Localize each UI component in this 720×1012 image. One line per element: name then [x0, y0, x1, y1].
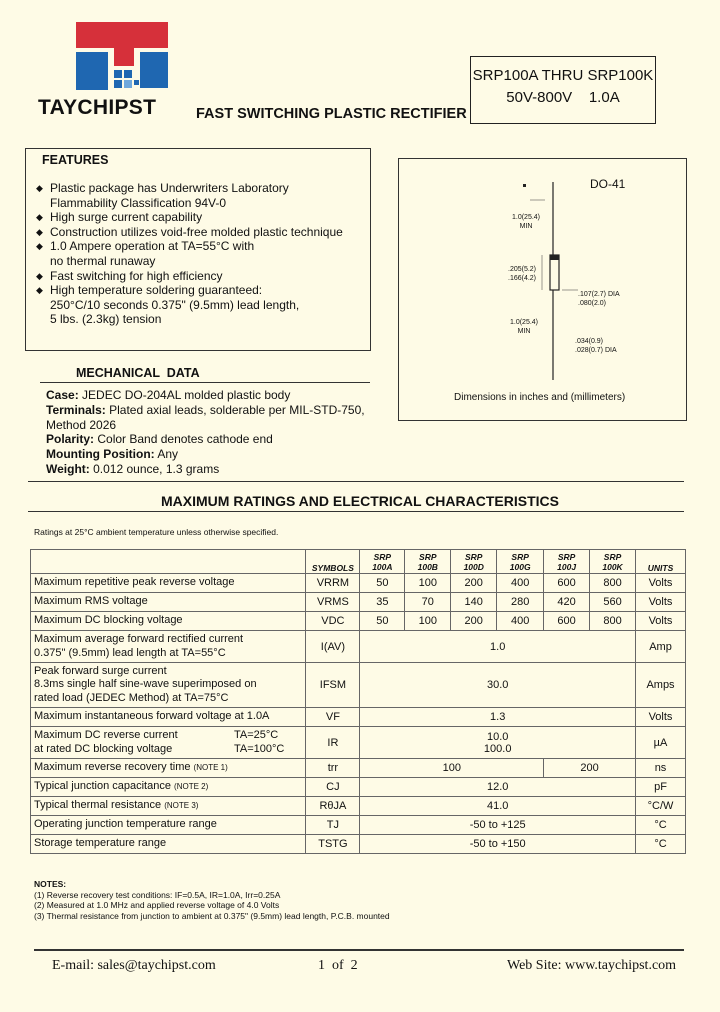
row-value: 600 — [544, 612, 590, 631]
mechanical-label: Case: — [46, 388, 79, 402]
header-part-code: 100J — [557, 561, 577, 572]
mechanical-line — [46, 432, 386, 447]
row-value: 400 — [497, 612, 544, 631]
row-value: 50 — [360, 574, 405, 593]
header-part — [451, 550, 497, 574]
row-desc — [31, 631, 306, 663]
row-condition: TA=100°C — [234, 742, 285, 755]
row-desc — [31, 778, 306, 797]
row-value: 30.0 — [360, 663, 636, 708]
row-value: 1.0 — [360, 631, 636, 663]
row-desc-text: Typical junction capacitance — [34, 780, 171, 793]
header-part-code: 100D — [463, 561, 484, 572]
header-part-series: SRP — [511, 551, 529, 562]
bullet-icon: ◆ — [36, 241, 43, 252]
row-desc-text: Typical thermal resistance — [34, 799, 162, 812]
row-note: (NOTE 1) — [193, 763, 228, 773]
feature-line: Plastic package has Underwriters Laboratory — [50, 181, 289, 195]
row-symbol: CJ — [306, 778, 360, 797]
feature-line: 1.0 Ampere operation at TA=55°C with — [50, 239, 255, 254]
row-value: 41.0 — [360, 797, 636, 816]
row-desc-line: Peak forward surge current — [34, 664, 167, 677]
row-desc: Maximum repetitive peak reverse voltage — [31, 574, 306, 593]
bullet-icon: ◆ — [36, 285, 43, 296]
row-value: 560 — [590, 593, 636, 612]
mechanical-label: Mounting Position: — [46, 447, 155, 462]
mechanical-line — [46, 418, 386, 433]
document-title: FAST SWITCHING PLASTIC RECTIFIER — [196, 106, 467, 122]
mechanical-line — [46, 403, 386, 418]
row-desc — [31, 759, 306, 778]
note-item: (3) Thermal resistance from junction to ambient at 0.375" (9.5mm) lead length, P.C.B. mounted — [34, 910, 390, 921]
row-unit: °C — [636, 835, 686, 854]
table-row — [31, 663, 686, 708]
table-row — [31, 816, 686, 835]
divider-bottom — [28, 511, 684, 512]
dim-body-dia-label: DIA — [607, 291, 620, 298]
row-value: 100 — [405, 574, 451, 593]
dim-body-2: .166(4.2) — [508, 275, 537, 282]
row-symbol: VRRM — [306, 574, 360, 593]
part-number-box — [470, 56, 656, 124]
row-desc — [31, 797, 306, 816]
header-part — [405, 550, 451, 574]
row-value: 200 — [544, 759, 636, 778]
divider-top — [28, 481, 684, 482]
row-symbol: TSTG — [306, 835, 360, 854]
mechanical-divider — [40, 382, 370, 383]
dim-lead-diameter — [575, 337, 617, 355]
row-symbol: VDC — [306, 612, 360, 631]
row-desc: Maximum RMS voltage — [31, 593, 306, 612]
voltage-current: 50V-800V 1.0A — [506, 89, 620, 106]
table-row — [31, 612, 686, 631]
diagram-caption: Dimensions in inches and (millimeters) — [454, 392, 626, 403]
dim-body-dia-2: .080(2.0) — [578, 300, 607, 307]
dim-lead-top — [508, 213, 544, 231]
row-value: 800 — [590, 612, 636, 631]
row-value: 800 — [590, 574, 636, 593]
table-row — [31, 574, 686, 593]
feature-item — [36, 239, 366, 268]
row-desc-line: Maximum average forward rectified current — [34, 633, 244, 645]
feature-line: no thermal runaway — [50, 253, 156, 268]
row-desc: Maximum instantaneous forward voltage at 1.0A — [31, 708, 306, 727]
header-part-series: SRP — [557, 551, 576, 562]
dim-lead-dia-1: .034(0.9) — [575, 338, 604, 345]
row-value: 200 — [451, 574, 497, 593]
part-range: SRP100A THRU SRP100K — [472, 67, 654, 84]
mechanical-value: JEDEC DO-204AL molded plastic body — [78, 388, 291, 402]
feature-line: Flammability Classification 94V-0 — [50, 195, 227, 210]
row-desc-text: at rated DC blocking voltage — [34, 742, 173, 755]
footer-page-number: 1 of 2 — [318, 958, 358, 973]
row-value: 400 — [497, 574, 544, 593]
row-unit: Volts — [636, 574, 686, 593]
feature-line: 250°C/10 seconds 0.375" (9.5mm) lead length, — [50, 297, 300, 312]
row-unit: ns — [636, 759, 686, 778]
bullet-icon: ◆ — [36, 270, 43, 281]
dim-lead-top-min: MIN — [519, 223, 533, 230]
footer-website[interactable]: Web Site: www.taychipst.com — [507, 958, 677, 973]
header-units: UNITS — [636, 550, 686, 574]
ratings-note: Ratings at 25°C ambient temperature unless otherwise specified. — [34, 527, 279, 537]
row-symbol: IR — [306, 727, 360, 759]
header-part-code: 100A — [372, 561, 393, 572]
row-desc: Maximum DC blocking voltage — [31, 612, 306, 631]
table-row — [31, 797, 686, 816]
features-title: FEATURES — [42, 153, 109, 167]
ratings-title: MAXIMUM RATINGS AND ELECTRICAL CHARACTERISTICS — [161, 493, 559, 509]
feature-line: Construction utilizes void-free molded plastic technique — [50, 224, 343, 239]
row-desc — [31, 727, 306, 759]
row-value: 600 — [544, 574, 590, 593]
table-row — [31, 593, 686, 612]
row-value: 12.0 — [360, 778, 636, 797]
row-symbol: IFSM — [306, 663, 360, 708]
row-unit: Amps — [636, 663, 686, 708]
feature-item — [36, 269, 366, 284]
row-value: 200 — [451, 612, 497, 631]
row-value: -50 to +125 — [360, 816, 636, 835]
row-unit: Amp — [636, 631, 686, 663]
mechanical-value: Color Band denotes cathode end — [94, 432, 273, 447]
row-symbol: TJ — [306, 816, 360, 835]
bullet-icon: ◆ — [36, 212, 43, 223]
row-desc — [31, 663, 306, 708]
header-part-code: 100K — [602, 561, 623, 572]
header-part — [544, 550, 590, 574]
footer-email[interactable]: E-mail: sales@taychipst.com — [52, 958, 216, 973]
row-unit: pF — [636, 778, 686, 797]
row-desc-text: Maximum reverse recovery time — [34, 761, 191, 774]
feature-line: High temperature soldering guaranteed: — [50, 283, 263, 298]
mechanical-title: MECHANICAL DATA — [76, 366, 200, 380]
feature-item — [36, 181, 366, 210]
feature-item — [36, 283, 366, 327]
row-value: 420 — [544, 593, 590, 612]
row-value: 100 — [405, 612, 451, 631]
row-desc-text: Maximum DC reverse current — [34, 729, 178, 741]
header-symbols: SYMBOLS — [306, 550, 360, 574]
row-symbol: VF — [306, 708, 360, 727]
row-unit: °C — [636, 816, 686, 835]
header-part-code: 100B — [417, 561, 438, 572]
header-part — [590, 550, 636, 574]
ratings-table — [30, 549, 686, 854]
table-row — [31, 835, 686, 854]
row-unit: °C/W — [636, 797, 686, 816]
mechanical-line — [46, 447, 386, 462]
row-value: 280 — [497, 593, 544, 612]
features-list — [36, 181, 366, 327]
feature-item — [36, 225, 366, 240]
table-row — [31, 778, 686, 797]
taychipst-logo — [68, 18, 178, 98]
row-desc-line — [34, 729, 303, 743]
header-part — [360, 550, 405, 574]
notes-title: NOTES: — [34, 879, 67, 889]
row-value: -50 to +150 — [360, 835, 636, 854]
row-unit: µA — [636, 727, 686, 759]
table-row — [31, 759, 686, 778]
row-value: 50 — [360, 612, 405, 631]
table-row — [31, 631, 686, 663]
row-value — [360, 727, 636, 759]
header-part-series: SRP — [419, 551, 437, 562]
dim-lead-bot-min: MIN — [517, 328, 531, 335]
table-header-row — [31, 550, 686, 574]
note-item: (1) Reverse recovery test conditions: IF=0.5A, IR=1.0A, Irr=0.25A — [34, 889, 281, 900]
feature-line: High surge current capability — [50, 210, 203, 225]
mechanical-line — [46, 388, 386, 403]
mechanical-label: Weight: — [46, 461, 90, 476]
dim-lead-dia-label: DIA — [604, 347, 617, 354]
dim-lead-bot-value: 1.0(25.4) — [509, 319, 539, 326]
mechanical-value: Method 2026 — [46, 417, 117, 432]
row-unit: Volts — [636, 612, 686, 631]
mechanical-value: 0.012 ounce, 1.3 grams — [89, 461, 220, 476]
mechanical-data — [46, 388, 386, 477]
row-value: 1.3 — [360, 708, 636, 727]
row-unit: Volts — [636, 593, 686, 612]
row-note: (NOTE 3) — [164, 801, 199, 811]
do41-package-drawing — [470, 170, 650, 385]
row-desc: Storage temperature range — [31, 835, 306, 854]
header-part-series: SRP — [464, 551, 483, 562]
row-value-line: 10.0 — [486, 730, 509, 743]
brand-name: TAYCHIPST — [38, 96, 157, 119]
row-value: 35 — [360, 593, 405, 612]
row-note: (NOTE 2) — [174, 782, 209, 792]
dim-body-1: .205(5.2) — [508, 266, 537, 273]
dim-lead-top-value: 1.0(25.4) — [511, 214, 541, 221]
feature-item — [36, 210, 366, 225]
row-desc-line: 0.375" (9.5mm) lead length at TA=55°C — [34, 646, 226, 659]
note-item: (2) Measured at 1.0 MHz and applied reverse voltage of 4.0 Volts — [34, 900, 280, 910]
package-name: DO-41 — [590, 177, 626, 191]
mechanical-line — [46, 462, 386, 477]
row-symbol: RθJA — [306, 797, 360, 816]
mechanical-label: Polarity: — [46, 432, 95, 447]
notes — [34, 879, 390, 921]
row-value-line: 100.0 — [483, 742, 512, 755]
row-value: 100 — [360, 759, 544, 778]
row-symbol: VRMS — [306, 593, 360, 612]
mechanical-label: Terminals: — [46, 402, 106, 417]
feature-line: Fast switching for high efficiency — [50, 268, 223, 283]
dim-lead-dia-2: .028(0.7) — [575, 347, 604, 354]
dim-body-dia-1: .107(2.7) — [578, 291, 607, 298]
header-part-series: SRP — [603, 551, 622, 562]
mechanical-value: Plated axial leads, solderable per MIL-STD-750, — [105, 402, 365, 417]
bullet-icon: ◆ — [36, 183, 43, 193]
table-row — [31, 708, 686, 727]
row-condition: TA=25°C — [234, 729, 279, 741]
row-desc-line — [34, 743, 303, 757]
footer-divider — [34, 949, 684, 951]
mechanical-value: Any — [154, 447, 178, 462]
feature-line: 5 lbs. (2.3kg) tension — [50, 312, 162, 327]
table-row — [31, 727, 686, 759]
row-desc-line: 8.3ms single half sine-wave superimposed on — [34, 678, 257, 691]
row-value: 140 — [451, 593, 497, 612]
header-part-series: SRP — [373, 551, 392, 562]
dim-body-diameter — [578, 290, 620, 308]
row-symbol: I(AV) — [306, 631, 360, 663]
row-desc: Operating junction temperature range — [31, 816, 306, 835]
header-part — [497, 550, 544, 574]
header-part-code: 100G — [509, 561, 531, 572]
row-value: 70 — [405, 593, 451, 612]
bullet-icon: ◆ — [36, 226, 43, 237]
row-desc-line: rated load (JEDEC Method) at TA=75°C — [34, 691, 229, 704]
dim-lead-bottom — [506, 318, 542, 336]
dim-body-length — [508, 265, 536, 283]
header-blank — [31, 550, 306, 574]
row-symbol: trr — [306, 759, 360, 778]
row-unit: Volts — [636, 708, 686, 727]
